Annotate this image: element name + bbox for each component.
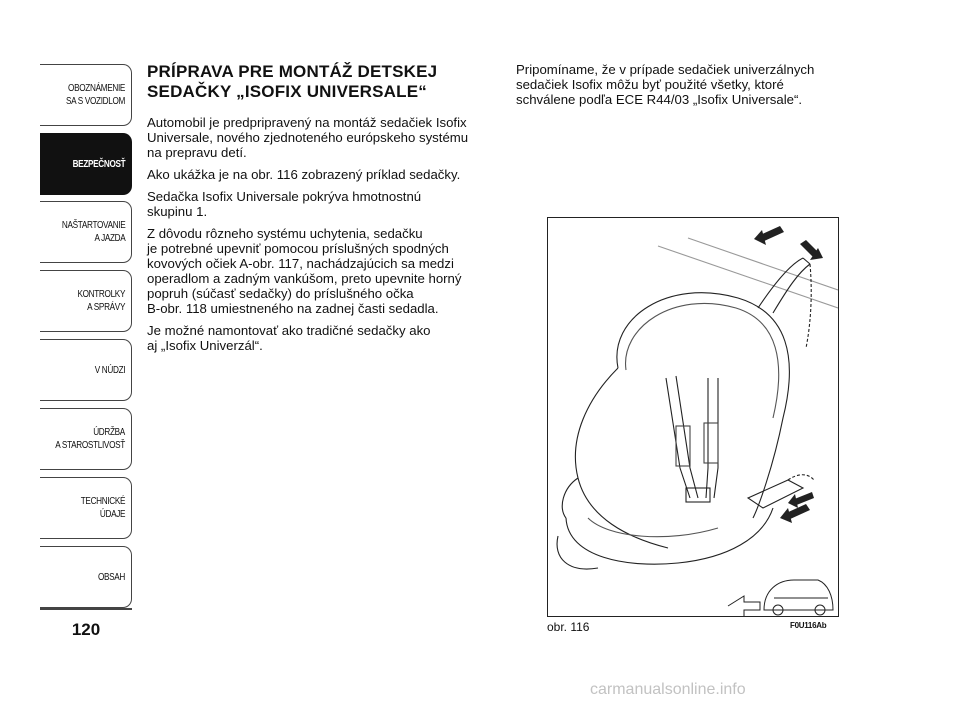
paragraph: Z dôvodu rôzneho systému uchytenia, sedačku je potrebné upevniť pomocou príslušných spodných kovových očiek A-obr. 117, nachádzajúcich sa medzi operadlom a zadným vankúšom, preto upevnite horný popruh (súčasť sedačky) do príslušného očka B-obr. 118 umiestneného na zadnej časti sedadla.	[147, 226, 462, 316]
tab-label: KONTROLKY A SPRÁVY	[77, 289, 125, 313]
paragraph: Je možné namontovať ako tradičné sedačky ako aj „Isofix Univerzál“.	[147, 323, 431, 353]
tab-oboznamenie[interactable]	[40, 64, 132, 126]
figure-code: F0U116Ab	[790, 621, 827, 630]
child-seat-illustration	[548, 218, 838, 616]
side-note: Pripomíname, že v prípade sedačiek univerzálnych sedačiek Isofix môžu byť použité všetky, ktoré schválene podľa ECE R44/03 „Isofix Universale“.	[516, 62, 815, 107]
section-title	[147, 62, 497, 102]
tab-kontrolky[interactable]	[40, 270, 132, 332]
tab-obsah[interactable]	[40, 546, 132, 608]
tab-label: NAŠTARTOVANIE A JAZDA	[61, 220, 125, 244]
right-column	[516, 62, 846, 114]
main-column	[147, 62, 497, 360]
tab-label: V NÚDZI	[94, 364, 125, 376]
section-title-line1: PRÍPRAVA PRE MONTÁŽ DETSKEJ	[147, 62, 438, 81]
tab-label: ÚDRŽBA A STAROSTLIVOSŤ	[55, 427, 125, 451]
page-number: 120	[71, 620, 101, 639]
tab-label: OBOZNÁMENIE SA S VOZIDLOM	[65, 83, 125, 107]
tab-label: OBSAH	[97, 571, 125, 583]
tab-label: TECHNICKÉ ÚDAJE	[80, 496, 125, 520]
tab-v-nudzi[interactable]	[40, 339, 132, 401]
paragraph: Automobil je predpripravený na montáž sedačiek Isofix Universale, nového zjednoteného európskeho systému na prepravu detí.	[147, 115, 469, 160]
tab-technicke-udaje[interactable]	[40, 477, 132, 539]
watermark: carmanualsonline.info	[590, 681, 746, 698]
tab-label: BEZPEČNOSŤ	[72, 158, 125, 170]
figure-caption: obr. 116	[547, 620, 590, 634]
tab-bottom-rule	[40, 608, 132, 610]
paragraph: Ako ukážka je na obr. 116 zobrazený príklad sedačky.	[147, 167, 461, 182]
paragraph: Sedačka Isofix Universale pokrýva hmotnostnú skupinu 1.	[147, 189, 422, 219]
tab-udrzba[interactable]	[40, 408, 132, 470]
figure-child-seat	[547, 217, 839, 617]
tab-bezpecnost[interactable]	[40, 133, 132, 195]
tab-nastartovanie[interactable]	[40, 201, 132, 263]
section-title-line2: SEDAČKY „ISOFIX UNIVERSALE“	[147, 82, 427, 101]
